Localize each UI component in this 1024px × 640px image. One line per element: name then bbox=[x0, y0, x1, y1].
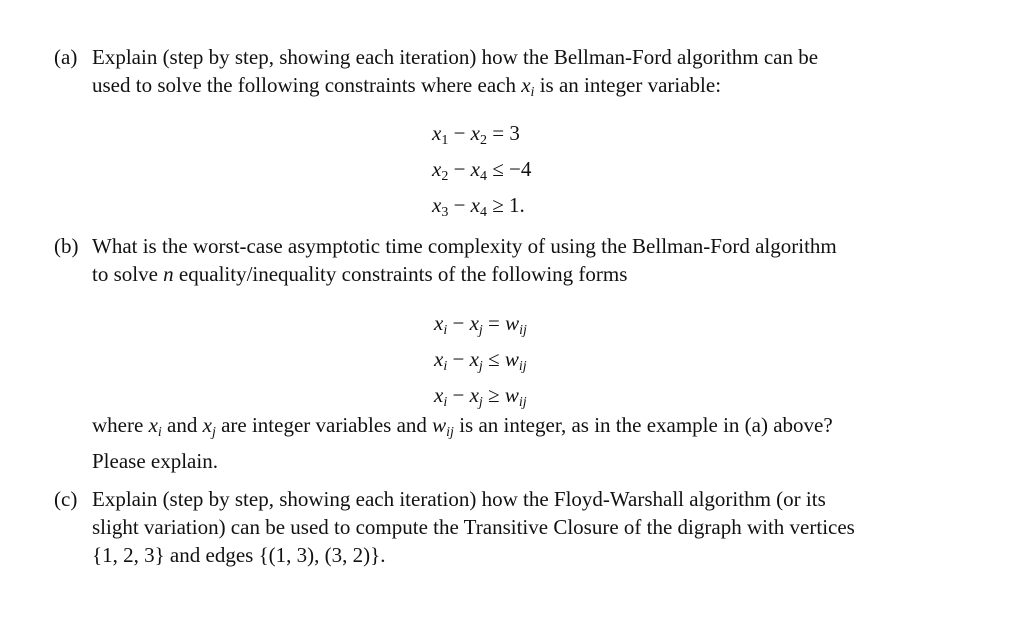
operator: − bbox=[448, 157, 471, 181]
question-b bbox=[54, 232, 914, 288]
question-c bbox=[54, 485, 914, 569]
var: x bbox=[432, 121, 442, 145]
relation: ≤ bbox=[487, 157, 510, 181]
where-and: and bbox=[161, 413, 203, 437]
edge-set: {(1, 3), (3, 2)} bbox=[258, 543, 381, 567]
constraints-a bbox=[432, 119, 531, 227]
var: x bbox=[470, 157, 480, 181]
where-post: is an integer, as in the example in (a) above? bbox=[453, 413, 833, 437]
question-c-line2: slight variation) can be used to compute the Transitive Closure of the digraph with vertices bbox=[92, 515, 855, 539]
subscript: ij bbox=[518, 395, 527, 410]
var: x bbox=[432, 193, 442, 217]
rhs: 1. bbox=[509, 193, 525, 217]
subscript: ij bbox=[446, 425, 454, 440]
var: w bbox=[505, 311, 520, 335]
subscript: i bbox=[443, 395, 448, 410]
subscript: 4 bbox=[480, 169, 487, 184]
constraint-row bbox=[432, 155, 531, 191]
var: x bbox=[432, 157, 442, 181]
question-a-line2-pre: used to solve the following constraints where each bbox=[92, 73, 522, 97]
subscript: ij bbox=[518, 359, 527, 374]
operator: − bbox=[448, 193, 471, 217]
var: x bbox=[469, 311, 479, 335]
relation: = bbox=[487, 121, 510, 145]
question-b-line2-post: equality/inequality constraints of the following forms bbox=[173, 262, 628, 286]
question-a-line2-post: is an integer variable: bbox=[534, 73, 722, 97]
subscript: j bbox=[478, 323, 483, 338]
question-b-continued bbox=[54, 411, 914, 475]
var: x bbox=[202, 413, 212, 437]
operator: − bbox=[447, 347, 470, 371]
question-b-line2 bbox=[92, 260, 914, 288]
question-c-line1: Explain (step by step, showing each iteration) how the Floyd-Warshall algorithm (or its bbox=[92, 487, 826, 511]
subscript: 2 bbox=[441, 169, 449, 184]
var-n: n bbox=[163, 262, 174, 286]
subscript: 2 bbox=[480, 133, 487, 148]
form-row bbox=[434, 309, 527, 345]
var: x bbox=[434, 383, 444, 407]
var: x bbox=[469, 383, 479, 407]
var-x: x bbox=[521, 73, 531, 97]
operator: − bbox=[447, 311, 470, 335]
question-b-label: (b) bbox=[54, 234, 79, 258]
subscript: 4 bbox=[480, 205, 487, 220]
subscript: j bbox=[478, 395, 483, 410]
var: x bbox=[470, 121, 480, 145]
subscript: 3 bbox=[441, 205, 449, 220]
question-a-line2 bbox=[92, 71, 914, 107]
where-mid: are integer variables and bbox=[215, 413, 433, 437]
where-pre: where bbox=[92, 413, 149, 437]
relation: = bbox=[482, 311, 506, 335]
subscript: i bbox=[443, 323, 448, 338]
rhs: −4 bbox=[509, 157, 532, 181]
subscript: i bbox=[443, 359, 448, 374]
period: . bbox=[380, 543, 386, 567]
var: x bbox=[470, 193, 480, 217]
question-a bbox=[54, 43, 914, 107]
form-row bbox=[434, 345, 527, 381]
and-edges-text: and edges bbox=[164, 543, 259, 567]
relation: ≥ bbox=[482, 383, 505, 407]
constraint-row bbox=[432, 191, 531, 227]
subscript-i: i bbox=[530, 85, 535, 100]
operator: − bbox=[447, 383, 470, 407]
var: x bbox=[469, 347, 479, 371]
var: w bbox=[432, 413, 447, 437]
question-a-label: (a) bbox=[54, 45, 78, 69]
var: w bbox=[504, 347, 519, 371]
rhs: 3 bbox=[509, 121, 520, 145]
var: w bbox=[504, 383, 519, 407]
var: x bbox=[434, 311, 444, 335]
subscript: i bbox=[157, 425, 162, 440]
operator: − bbox=[448, 121, 471, 145]
subscript: j bbox=[211, 425, 216, 440]
question-c-label: (c) bbox=[54, 487, 78, 511]
constraint-row bbox=[432, 119, 531, 155]
subscript: 1 bbox=[441, 133, 449, 148]
question-b-line2-pre: to solve bbox=[92, 262, 164, 286]
question-c-line3 bbox=[92, 541, 914, 569]
question-b-where-line bbox=[92, 411, 914, 447]
relation: ≥ bbox=[487, 193, 510, 217]
vertex-set: {1, 2, 3} bbox=[92, 543, 165, 567]
var: x bbox=[148, 413, 158, 437]
question-b-line1: What is the worst-case asymptotic time complexity of using the Bellman-Ford algorithm bbox=[92, 234, 837, 258]
relation: ≤ bbox=[482, 347, 505, 371]
var: x bbox=[434, 347, 444, 371]
subscript: j bbox=[478, 359, 483, 374]
question-a-line1: Explain (step by step, showing each iteration) how the Bellman-Ford algorithm can be bbox=[92, 45, 819, 69]
constraint-forms-b bbox=[434, 309, 527, 417]
question-b-last-line: Please explain. bbox=[92, 449, 218, 473]
subscript: ij bbox=[519, 323, 527, 338]
